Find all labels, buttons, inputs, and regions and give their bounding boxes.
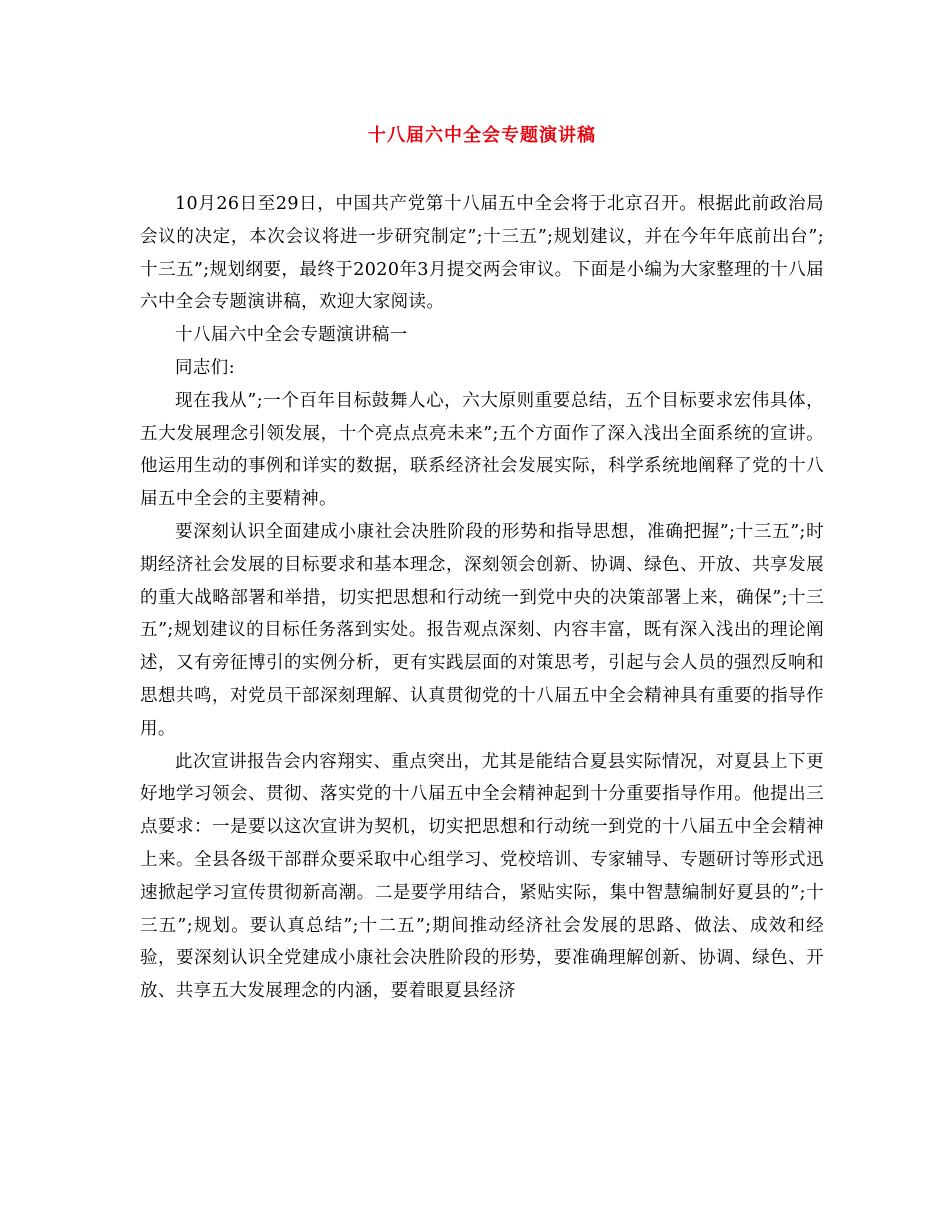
intro-paragraph: 10月26日至29日，中国共产党第十八届五中全会将于北京召开。根据此前政治局会议的决定，本次会议将进一步研究制定”;十三五”;规划建议，并在今年年底前出台”;十三五”;规划纲要，最终于2020年3月提交两会审议。下面是小编为大家整理的十八届六中全会专题演讲稿，欢迎大家阅读。 <box>140 194 824 313</box>
document-page <box>140 118 824 1008</box>
body-paragraph: 此次宣讲报告会内容翔实、重点突出，尤其是能结合夏县实际情况，对夏县上下更好地学习领会、贯彻、落实党的十八届五中全会精神起到十分重要指导作用。他提出三点要求：一是要以这次宣讲为契机，切实把思想和行动统一到党的十八届五中全会精神上来。全县各级干部群众要采取中心组学习、党校培训、专家辅导、专题研讨等形式迅速掀起学习宣传贯彻新高潮。二是要学用结合，紧贴实际，集中智慧编制好夏县的”;十三五”;规划。要认真总结”;十二五”;期间推动经济社会发展的思路、做法、成效和经验，要深刻认识全党建成小康社会决胜阶段的形势，要准确理解创新、协调、绿色、开放、共享五大发展理念的内涵，要着眼夏县经济 <box>140 751 824 1002</box>
document-title: 十八届六中全会专题演讲稿 <box>368 125 596 146</box>
speech-heading: 十八届六中全会专题演讲稿一 <box>175 325 408 346</box>
body-paragraph: 现在我从”;一个百年目标鼓舞人心，六大原则重要总结，五个目标要求宏伟具体，五大发展理念引领发展，十个亮点点亮未来”;五个方面作了深入浅出全面系统的宣讲。他运用生动的事例和详实的数据，联系经济社会发展实际，科学系统地阐释了党的十八届五中全会的主要精神。 <box>140 390 824 510</box>
salutation: 同志们: <box>175 357 235 378</box>
body-paragraph: 要深刻认识全面建成小康社会决胜阶段的形势和指导思想，准确把握”;十三五”;时期经济社会发展的目标要求和基本理念，深刻领会创新、协调、绿色、开放、共享发展的重大战略部署和举措，切实把思想和行动统一到党中央的决策部署上来，确保”;十三五”;规划建议的目标任务落到实处。报告观点深刻、内容丰富，既有深入浅出的理论阐述，又有旁征博引的实例分析，更有实践层面的对策思考，引起与会人员的强烈反响和思想共鸣，对党员干部深刻理解、认真贯彻党的十八届五中全会精神具有重要的指导作用。 <box>140 521 824 739</box>
